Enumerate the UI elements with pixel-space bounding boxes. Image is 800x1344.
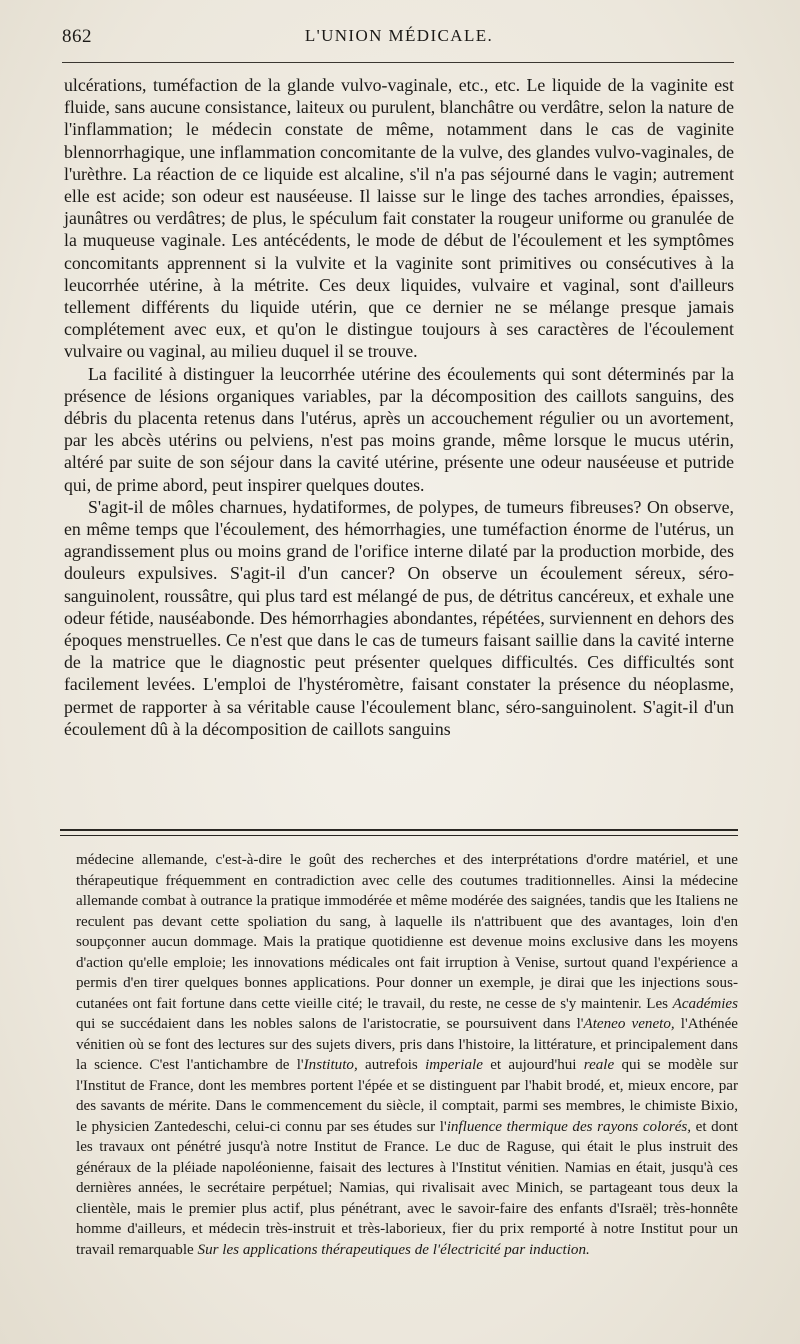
footnote-text: médecine allemande, c'est-à-dire le goût des recherches et des interprétations d'ordre matériel, et une thérapeutique fréquemment en contradiction avec celle des coutumes traditionnelles. Ainsi la médecine allemande combat à outrance la pratique immodérée et même modérée des saignées, tandis que les Italiens ne reculent pas devant cette spoliation du sang, à laquelle ils n'attribuent que des avantages, loin d'en soupçonner aucun dommage. Mais la pratique quotidienne est devenue moins exclusive dans les moyens d'action qu'elle emploie; les innovations médicales ont fait irruption à Venise, surtout quand l'expérience a permis d'en tirer quelques bonnes applications. Pour donner un exemple, je dirai que les injections sous-cutanées ont fait fortune dans cette vieille cité; le travail, du reste, ne cesse de s'y maintenir. Les bbox=[76, 852, 738, 1012]
header-rule bbox=[62, 62, 734, 63]
body-paragraph: S'agit-il de môles charnues, hydatiformes, de polypes, de tumeurs fibreuses? On observe, en même temps que l'écoulement, des hémorrhagies, une tuméfaction énorme de l'utérus, un agrandissement plus ou moins grand de l'orifice interne dilaté par la production morbide, des douleurs expulsives. S'agit-il d'un cancer? On observe un écoulement séreux, séro-sanguinolent, roussâtre, qui plus tard est mélangé de pus, de détritus cancéreux, et exhale une odeur fétide, nauséabonde. Des hémorrhagies abondantes, répétées, surviennent en dehors des époques menstruelles. Ce n'est que dans le cas de tumeurs faisant saillie dans la cavité interne de la matrice que le diagnostic peut présenter quelques difficultés. Ces difficultés sont facilement levées. L'emploi de l'hystéromètre, faisant constater la présence du néoplasme, permet de rapporter à sa véritable cause l'écoulement blanc, séro-sanguinolent. S'agit-il d'un écoulement dû à la décomposition de caillots sanguins bbox=[64, 496, 734, 739]
footnote-italic: Ateneo veneto, bbox=[583, 1016, 675, 1032]
footnote-italic: influence thermique des rayons colorés, bbox=[446, 1118, 692, 1135]
footnote-italic: imperiale bbox=[425, 1057, 483, 1073]
footnote-italic: Instituto, bbox=[303, 1057, 358, 1073]
main-text-body bbox=[64, 74, 734, 740]
footnote-text: autrefois bbox=[357, 1057, 426, 1073]
footnote-text: et aujourd'hui bbox=[482, 1057, 584, 1073]
page-number: 862 bbox=[62, 26, 92, 47]
footnote-separator-thin bbox=[60, 835, 738, 836]
body-paragraph: ulcérations, tuméfaction de la glande vulvo-vaginale, etc., etc. Le liquide de la vaginite est fluide, sans aucune consistance, laiteux ou purulent, blanchâtre ou verdâtre, selon la nature de l'inflammation; le médecin constate de même, notamment dans le cas de vaginite blennorrhagique, une inflammation concomitante de la vulve, des glandes vulvo-vaginales, de l'urèthre. La réaction de ce liquide est alcaline, s'il n'a pas séjourné dans le vagin; autrement elle est acide; son odeur est nauséeuse. Il laisse sur le linge des taches arrondies, épaisses, jaunâtres ou verdâtres; de plus, le spéculum fait constater la rougeur uniforme ou granulée de la muqueuse vaginale. Les antécédents, le mode de début de l'écoulement et les symptômes concomitants apprennent si la vulvite et la vaginite sont primitives ou consécutives à la leucorrhée utérine, à la métrite. Ces deux liquides, vulvaire et vaginal, sont d'ailleurs tellement différents du liquide utérin, que ce dernier ne se mélange presque jamais complétement avec eux, et qu'on le distingue toujours à ses caractères de l'écoulement vulvaire ou vaginal, au milieu duquel il se trouve. bbox=[64, 75, 734, 362]
footnote-paragraph bbox=[76, 850, 738, 1260]
footnote-separator-thick bbox=[60, 829, 738, 831]
running-title: L'UNION MÉDICALE. bbox=[304, 26, 494, 45]
footnote-text: l'Athénée vénitien où se font des lectures sur des sujets divers, pris dans l'histoire, la littérature, et principalement dans la science. C'est l'antichambre de l' bbox=[76, 1016, 738, 1073]
footnote-italic: Sur les applications thérapeutiques de l'électricité par induction. bbox=[197, 1241, 590, 1258]
page-header bbox=[62, 22, 736, 52]
footnote-italic: reale bbox=[583, 1057, 615, 1073]
footnote-italic: Académies bbox=[672, 995, 738, 1012]
footnote-text: qui se modèle sur l'Institut de France, dont les membres portent l'épée et se distinguent par l'habit brodé, et, mieux encore, par des savants de mérite. Dans le commencement du siècle, il comptait, parmi ses membres, le chimiste Bixio, le physicien Zantedeschi, celui-ci connu par ses études sur l' bbox=[76, 1057, 739, 1135]
footnote bbox=[76, 850, 738, 1260]
footnote-text: qui se succédaient dans les nobles salons de l'aristocratie, se poursuivent dans l' bbox=[76, 1016, 584, 1032]
footnote-text: et dont les travaux ont pénétré jusqu'à notre Institut de France. Le duc de Raguse, qui était le plus instruit des généraux de la pléiade napoléonienne, faisait des lectures à l'Institut vénitien. Namias en était, jusqu'à ces dernières années, le secrétaire perpétuel; Namias, qui rivalisait avec Minich, se partageant tous deux la clientèle, mais le premier plus actif, plus pénétrant, avec le savoir-faire des enfants d'Israël; très-honnête homme d'ailleurs, et médecin très-instruit et très-laborieux, fier du prix remporté à notre Institut pour un travail remarquable bbox=[76, 1118, 739, 1258]
body-paragraph: La facilité à distinguer la leucorrhée utérine des écoulements qui sont déterminés par la présence de lésions organiques variables, par la décomposition des caillots sanguins, des débris du placenta retenus dans l'utérus, après un accouchement régulier ou un avortement, par les abcès utérins ou pelviens, n'est pas moins grande, même lorsque le mucus utérin, altéré par suite de son séjour dans la cavité utérine, présente une odeur nauséeuse et putride qui, de prime abord, peut inspirer quelques doutes. bbox=[64, 363, 734, 495]
